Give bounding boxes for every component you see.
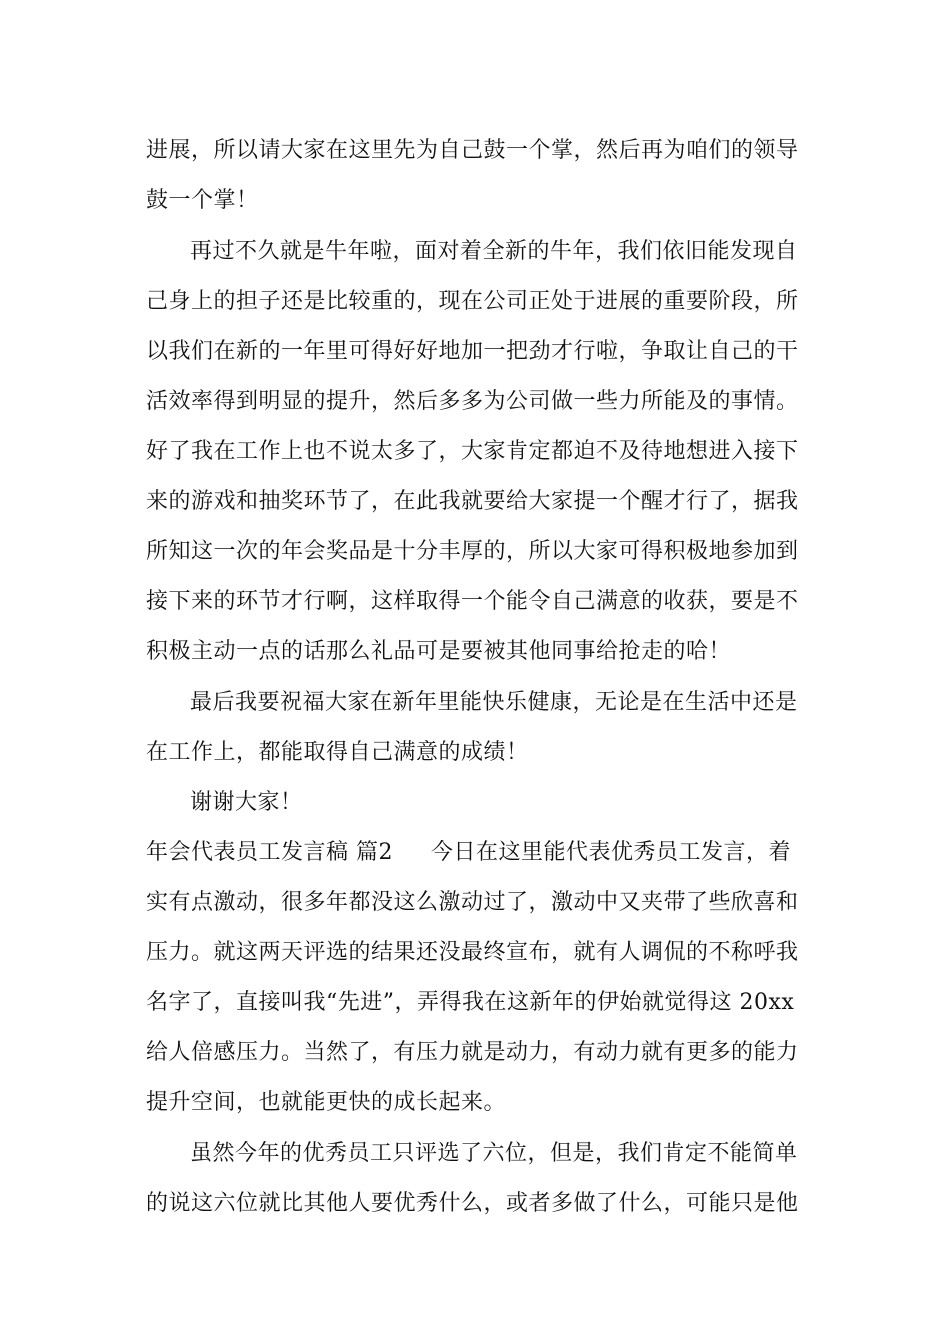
text-line: 压力。就这两天评选的结果还没最终宣布，就有人调侃的不称呼我 — [146, 940, 799, 965]
paragraph-first-line: 再过不久就是牛年啦，面对着全新的牛年，我们依旧能发现自 — [190, 239, 798, 264]
text-line: 实有点激动，很多年都没这么激动过了，激动中又夹带了些欣喜和 — [146, 890, 799, 915]
text-line: 以我们在新的一年里可得好好地加一把劲才行啦，争取让自己的干 — [146, 339, 799, 364]
text-line: 在工作上，都能取得自己满意的成绩！ — [146, 740, 529, 765]
text-line: 的说这六位就比其他人要优秀什么，或者多做了什么，可能只是他 — [146, 1191, 799, 1216]
text-line: 所知这一次的年会奖品是十分丰厚的，所以大家可得积极地参加到 — [146, 539, 799, 564]
text-line: 好了我在工作上也不说太多了，大家肯定都迫不及待地想进入接下 — [146, 439, 799, 464]
section-heading-line — [146, 836, 810, 870]
text-line: 活效率得到明显的提升，然后多多为公司做一些力所能及的事情。 — [146, 389, 799, 414]
text-line: 己身上的担子还是比较重的，现在公司正处于进展的重要阶段，所 — [146, 289, 799, 314]
text-line: 来的游戏和抽奖环节了，在此我就要给大家提一个醒才行了，据我 — [146, 489, 799, 514]
paragraph-first-line: 虽然今年的优秀员工只评选了六位，但是，我们肯定不能简单 — [190, 1141, 798, 1166]
text-line: 给人倍感压力。当然了，有压力就是动力，有动力就有更多的能力 — [146, 1040, 799, 1065]
closing-line: 谢谢大家！ — [190, 790, 303, 815]
text-line: 接下来的环节才行啊，这样取得一个能令自己满意的收获，要是不 — [146, 589, 799, 614]
text-line: 名字了，直接叫我“先进”，弄得我在这新年的伊始就觉得这 20xx — [146, 990, 795, 1015]
text-line: 进展，所以请大家在这里先为自己鼓一个掌，然后再为咱们的领导 — [146, 138, 799, 163]
section-first-line: 今日在这里能代表优秀员工发言，着 — [431, 840, 792, 865]
text-line: 鼓一个掌！ — [146, 188, 259, 213]
section-heading: 年会代表员工发言稿 篇2 — [146, 840, 393, 865]
paragraph-first-line: 最后我要祝福大家在新年里能快乐健康，无论是在生活中还是 — [190, 690, 798, 715]
text-line: 积极主动一点的话那么礼品可是要被其他同事给抢走的哈！ — [146, 639, 732, 664]
text-line: 提升空间，也就能更快的成长起来。 — [146, 1090, 507, 1115]
